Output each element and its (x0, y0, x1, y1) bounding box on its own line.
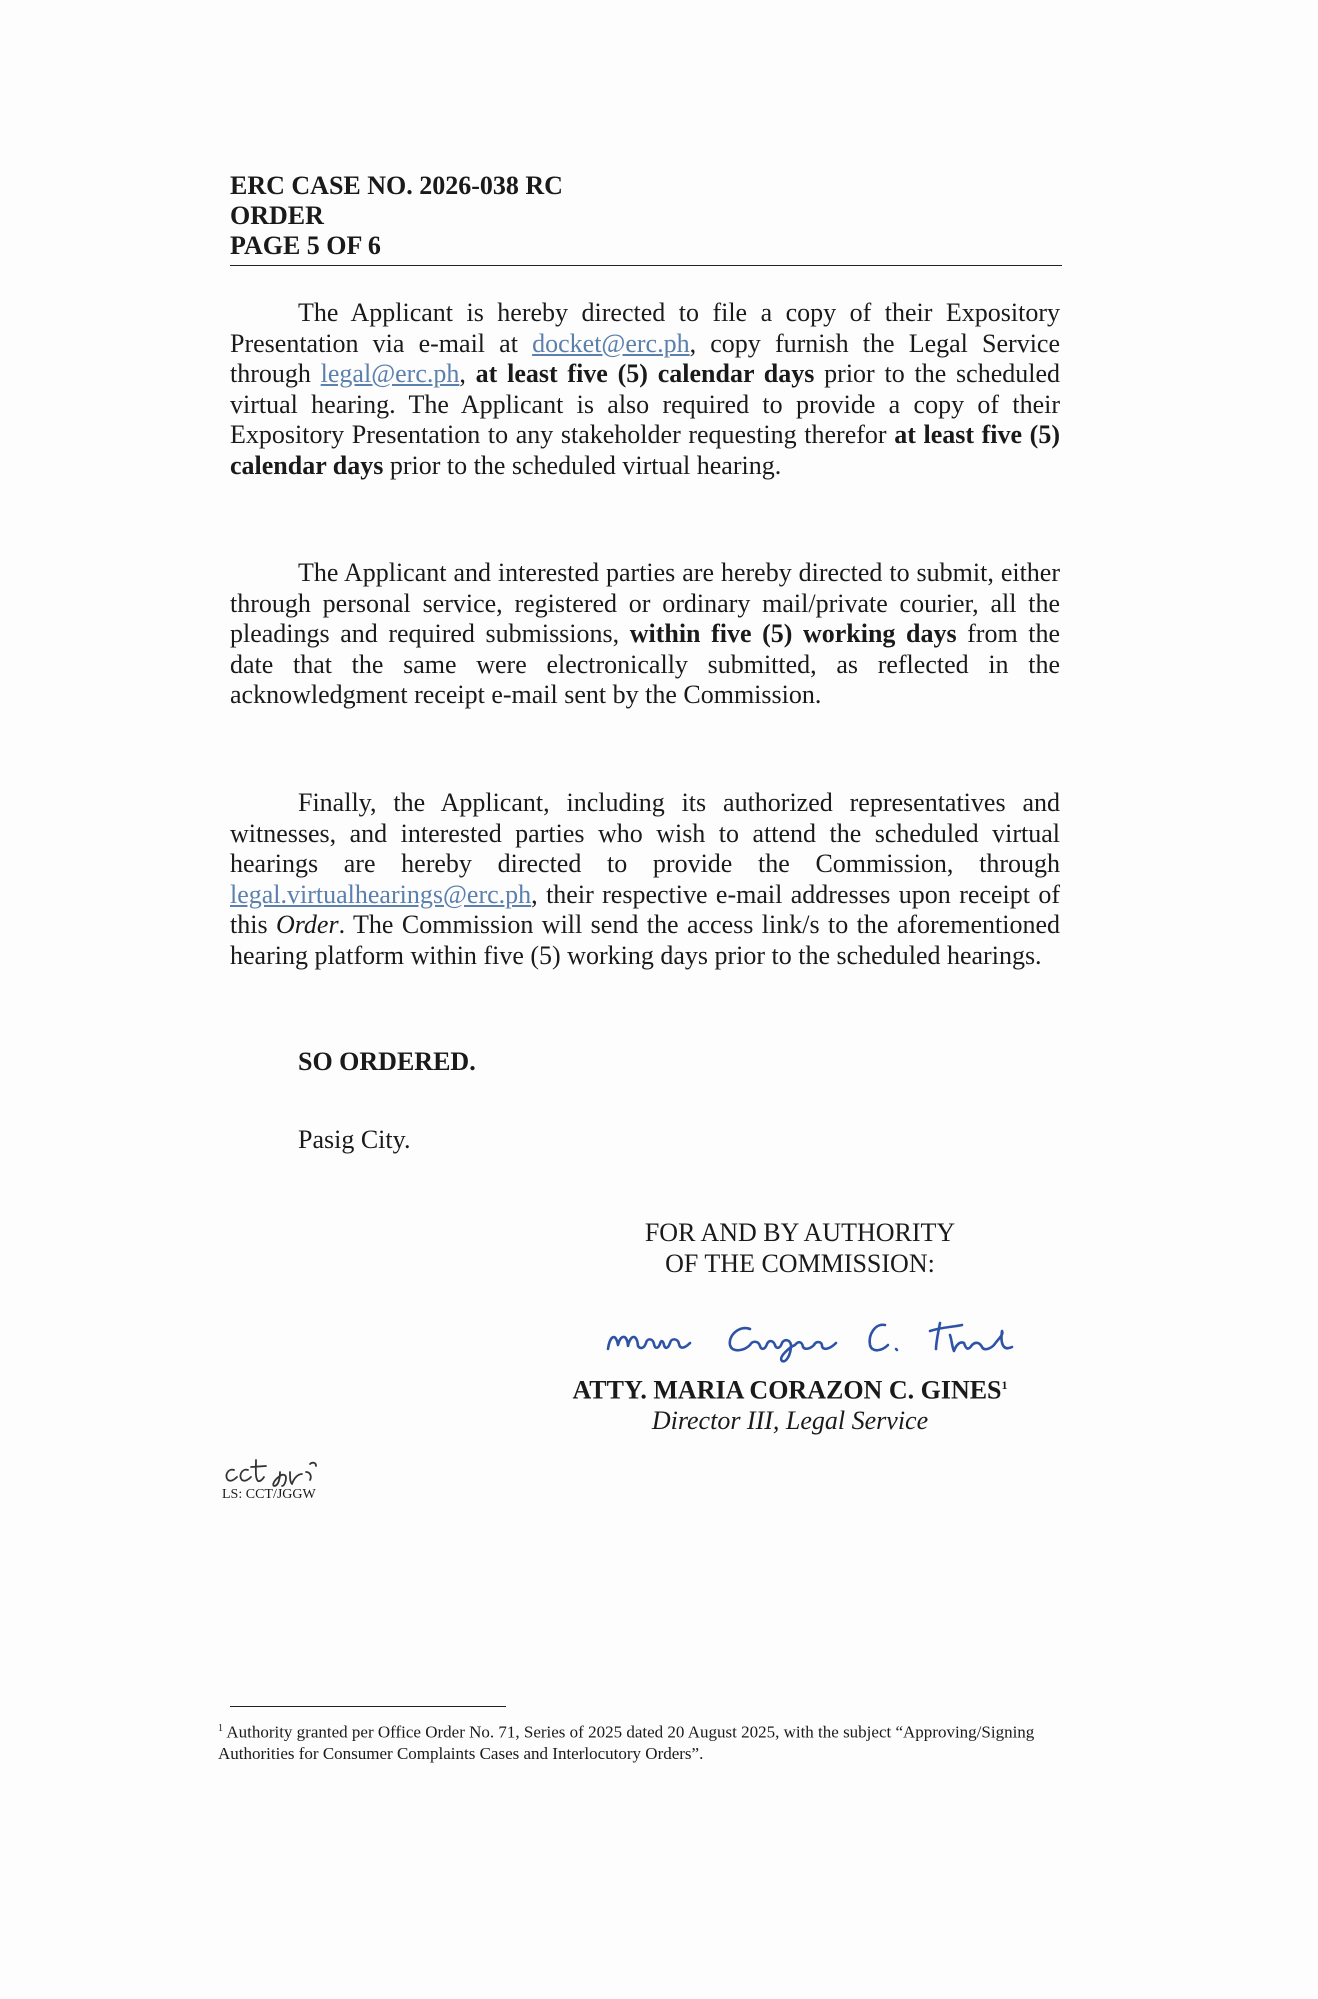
footnote-divider (230, 1706, 506, 1707)
email-link-docket[interactable]: docket@erc.ph (532, 328, 690, 358)
paragraph-virtual-hearings (230, 788, 1060, 971)
paragraph-text: prior to the scheduled virtual hearing. The Applicant is also required to provide a copy of their Expository Presentation to any stakeholder requesting therefor (230, 359, 1060, 449)
paragraph-expository-presentation (230, 298, 1060, 481)
paragraph-text: prior to the scheduled virtual hearing. (383, 450, 782, 480)
signatory-name-text: ATTY. MARIA CORAZON C. GINES (572, 1375, 1002, 1405)
paragraph-text: from the date that the same were electronically submitted, as reflected in the acknowledgment receipt e-mail sent by the Commission. (230, 619, 1060, 709)
authority-line-2: OF THE COMMISSION: (665, 1249, 935, 1278)
deadline-emphasis: within five (5) working days (629, 619, 957, 648)
header-divider (230, 265, 1062, 266)
deadline-emphasis: at least five (5) calendar days (230, 420, 1060, 480)
paragraph-text: , their respective e-mail addresses upon receipt of this (230, 879, 1060, 939)
paragraph-text: The Applicant and interested parties are hereby directed to submit, either through personal service, registered or ordinary mail/private courier, all the pleadings and required submissions, (230, 558, 1060, 648)
paragraph-text: , copy furnish the Legal Service through (230, 328, 1061, 388)
paragraph-text: , (459, 359, 476, 388)
handwritten-signature (600, 1305, 1030, 1365)
footnote-mark: 1 (218, 1723, 223, 1734)
deadline-emphasis: at least five (5) calendar days (475, 359, 815, 388)
authority-line-1: FOR AND BY AUTHORITY (644, 1218, 956, 1247)
footnote-reference[interactable]: 1 (1001, 1378, 1008, 1392)
ls-reference: LS: CCT/JGGW (222, 1487, 316, 1502)
signatory-block (530, 1370, 1050, 1436)
footnote (218, 1718, 1063, 1764)
paragraph-text: Finally, the Applicant, including its authorized representatives and witnesses, and interested parties who wish to attend the scheduled virtual hearings are hereby directed to provide the Commission, through (230, 788, 1060, 878)
signatory-title: Director III, Legal Service (651, 1405, 929, 1435)
handwritten-initials (218, 1452, 338, 1488)
signatory-name (530, 1370, 1050, 1406)
footnote-text: Authority granted per Office Order No. 71, Series of 2025 dated 20 August 2025, with the subject “Approving/Signing Authorities for Consumer Complaints Cases and Interlocutory Orders”. (218, 1722, 1035, 1763)
place: Pasig City. (298, 1125, 411, 1154)
case-number: ERC CASE NO. 2026-038 RC (230, 171, 563, 200)
paragraph-text: . The Commission will send the access link/s to the aforementioned hearing platform within five (5) working days prior to the scheduled hearings. (230, 910, 1060, 970)
so-ordered: SO ORDERED. (298, 1047, 476, 1076)
paragraph-text: The Applicant is hereby directed to file a copy of their Expository Presentation via e-mail at (230, 298, 1060, 358)
paragraph-submissions (230, 558, 1060, 711)
email-link-legal[interactable]: legal@erc.ph (320, 359, 460, 388)
email-link-virtualhearings[interactable]: legal.virtualhearings@erc.ph (230, 879, 532, 909)
page-number: PAGE 5 OF 6 (230, 231, 381, 260)
page-header (230, 171, 1062, 261)
document-type: ORDER (230, 201, 324, 230)
order-italic: Order (276, 910, 339, 939)
authority-block (560, 1217, 1040, 1279)
